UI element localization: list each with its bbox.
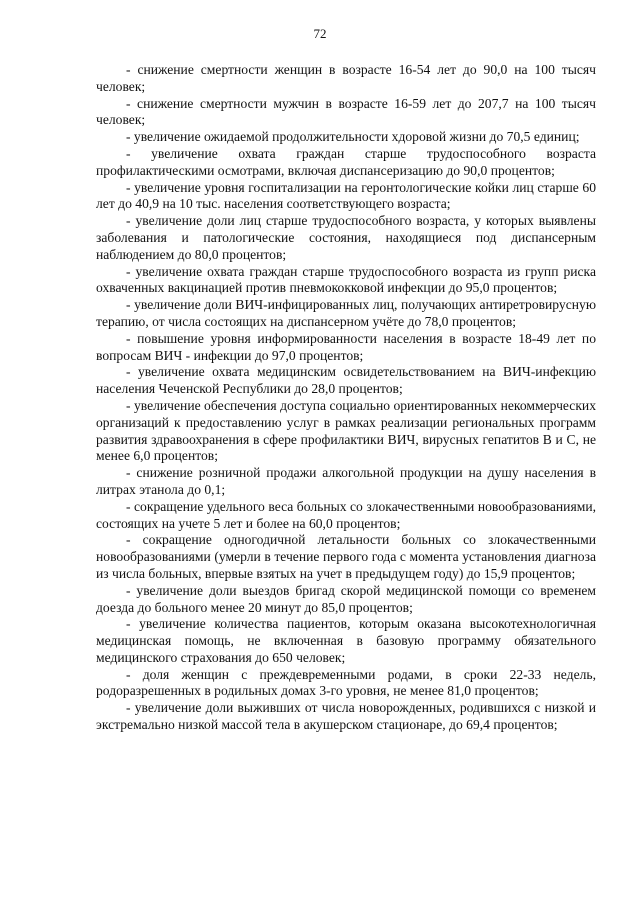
list-item: - снижение смертности мужчин в возрасте 16-59 лет до 207,7 на 100 тысяч человек; (96, 95, 596, 128)
list-item: - повышение уровня информированности населения в возрасте 18-49 лет по вопросам ВИЧ - инфекции до 97,0 процентов; (96, 330, 596, 363)
list-item: - сокращение одногодичной летальности больных со злокачественными новообразованиями (умерли в течение первого года с момента установления диагноза из числа больных, впервые взятых на учет в предыдущем году) до 15,9 процентов; (96, 532, 596, 581)
list-item: - снижение розничной продажи алкогольной продукции на душу населения в литрах этанола до 0,1; (96, 465, 596, 497)
list-item: - увеличение охвата граждан старше трудоспособного возраста из групп риска охваченных вакцинацией против пневмококковой инфекции до 95,0 процентов; (96, 263, 596, 296)
list-item: - увеличение охвата граждан старше трудоспособного возраста профилактическими осмотрами, включая диспансеризацию до 90,0 процентов; (96, 145, 596, 178)
list-item: - увеличение ожидаемой продолжительности хдоровой жизни до 70,5 единиц; (126, 129, 580, 145)
list-item: - увеличение количества пациентов, которым оказана высокотехнологичная медицинская помощь, не включенная в базовую программу обязательного медицинского страхования до 650 человек; (96, 616, 596, 665)
page-content (96, 62, 596, 734)
list-item: - увеличение уровня госпитализации на геронтологические койки лиц старше 60 лет до 40,9 на 10 тыс. населения соответствующего возраста; (96, 179, 596, 212)
list-item: - увеличение обеспечения доступа социально ориентированных некоммерческих организаций к предоставлению услуг в рамках реализации региональных программ развития здравоохранения в сфере профилактики ВИЧ, вирусных гепатитов В и С, не менее 6,0 процентов; (96, 397, 596, 464)
list-item: - увеличение доли лиц старше трудоспособного возраста, у которых выявлены заболевания и патологические состояния, находящиеся под диспансерным наблюдением до 80,0 процентов; (96, 213, 596, 262)
list-item: - доля женщин с преждевременными родами, в сроки 22-33 недель, родоразрешенных в родильных домах 3-го уровня, не менее 81,0 процентов; (96, 666, 596, 699)
list-item: - увеличение доли ВИЧ-инфицированных лиц, получающих антиретровирусную терапию, от числа состоящих на диспансерном учёте до 78,0 процентов; (96, 297, 596, 329)
list-item: - увеличение доли выживших от числа новорожденных, родившихся с низкой и экстремально низкой массой тела в акушерском стационаре, до 69,4 процентов; (96, 700, 596, 733)
list-item: - увеличение охвата медицинским освидетельствованием на ВИЧ-инфекцию населения Чеченской Республики до 28,0 процентов; (96, 364, 596, 397)
list-item: - сокращение удельного веса больных со злокачественными новообразованиями, состоящих на учете 5 лет и более на 60,0 процентов; (96, 498, 596, 531)
list-item: - увеличение доли выездов бригад скорой медицинской помощи со временем доезда до больного менее 20 минут до 85,0 процентов; (96, 582, 596, 615)
list-item: - снижение смертности женщин в возрасте 16-54 лет до 90,0 на 100 тысяч человек; (96, 62, 596, 94)
page-number: 72 (313, 26, 327, 41)
